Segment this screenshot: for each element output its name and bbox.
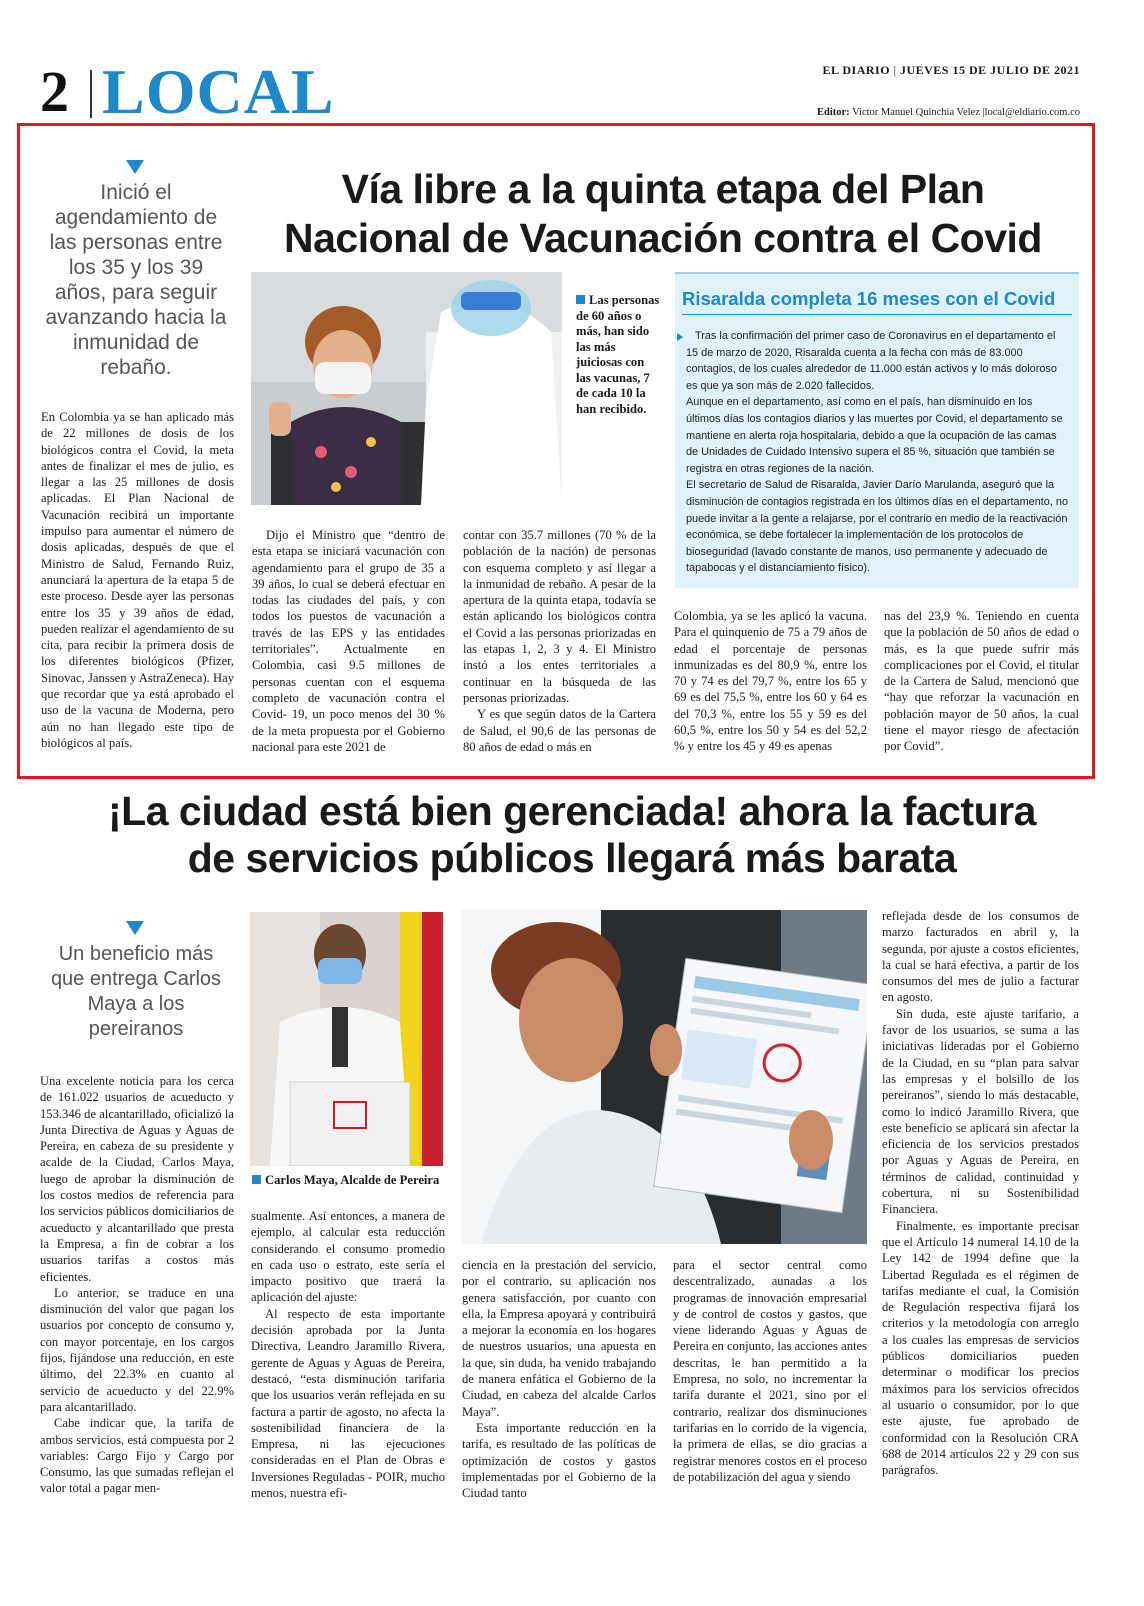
editor-separator: | [982, 107, 985, 118]
article2-col5-p2: Sin duda, este ajuste tarifario, a favor de los usuarios, se suma a las iniciativas lideradas por el Gobierno de la Ciudad, en su “plan para salvar las empresas y el bolsillo de los pereiranos”, siendo lo más destacable, como lo indicó Jaramillo Rivera, que este beneficio se aplicará sin afectar la eficiencia de los servicios prestados por Aguas y Aguas de Pereira, en términos de calidad, continuidad y cobertura, ni su Sostenibilidad Financiera. [882, 1006, 1079, 1217]
paper-name: EL DIARIO [822, 63, 891, 77]
article2-col3-p1: ciencia en la prestación del servicio, por el contrario, su aplicación nos genera satisfacción, por cuanto con ella, la Empresa apoyará y contribuirá a mejorar la economía en los hogares de nuestros usuarios, una apuesta en la que, sin duda, ha venido trabajando de manera enfática el Gobierno de la Ciudad, en cabeza del alcalde Carlos Maya”. [462, 1258, 656, 1419]
article1-col4-text: Colombia, ya se les aplicó la vacuna. Para el quinquenio de 75 a 79 años de edad el porcentaje de personas inmunizadas es del 80,9 %, entre los 70 y 74 es del 79,7 %, entre los 65 y 69 es del 75,5 %, entre los 60 y 64 es del 70,3 %, entre los 55 y 59 es del 60,5 %, entre los 50 y 54 es del 52,2 % y entre los 45 y 49 es apenas [674, 609, 867, 754]
bullet-icon [677, 333, 683, 341]
article1-col2 [252, 527, 445, 755]
article1-headline [238, 165, 1088, 263]
invoice-photo-image [461, 910, 867, 1244]
section-title: LOCAL [102, 56, 335, 127]
article1-col2-text: Dijo el Ministro que “dentro de esta etapa se iniciará vacunación con agendamiento para el grupo de 35 a 39 años, lo cual se deberá efectuar en todas las ciudades del país, y con todos los puestos de vacunación a través de las EPS y las entidades territoriales”. Actualmente en Colombia, casi 9.5 millones de personas cuentan con el esquema completo de vacunación contra el Covid- 19, un poco menos del 30 % de la meta propuesta por el Gobierno nacional para este 2021 de [252, 528, 445, 754]
article2-col2-p1: sualmente. Así entonces, a manera de ejemplo, al calcular esta reducción considerando el consumo promedio en cada uso o estrato, este sería el impacto positivo que traerá la aplicación del ajuste: [251, 1209, 445, 1305]
editor-label: Editor: [817, 107, 850, 118]
article1-col4 [674, 608, 867, 755]
risaralda-box-p1 [686, 328, 1068, 394]
article2-col2-p2: Al respecto de esta importante decisión aprobada por la Junta Directiva, Leandro Jaramillo Rivera, gerente de Aguas y Aguas de Pereira, destacó, “esta disminución tarifaria que los usuarios verán reflejada en su factura a partir de agosto, no afecta la sostenibilidad financiera de la Empresa, ni las ejecuciones consideradas en el Plan de Obras e Inversiones Reguladas - POIR, mucho menos, nuestra efi- [251, 1306, 445, 1501]
caption-square-icon [576, 295, 585, 304]
risaralda-box-p3: El secretario de Salud de Risaralda, Javier Darío Marulanda, aseguró que la disminución de contagios registrada en los últimos días en el departamento, no puede invitar a la gente a relajarse, por el contrario en medio de la reactivación económica, se debe fortalecer la implementación de los protocolos de bioseguridad (lavado constante de manos, uso permanente y adecuado de tapabocas y el distanciamiento físico). [686, 479, 1069, 575]
dateline-separator: | [893, 63, 900, 77]
article2-kicker: Un beneficio más que entrega Carlos Maya a los pereiranos [50, 943, 222, 1040]
article2-col3 [462, 1257, 656, 1501]
article2-col1-p1: Una excelente noticia para los cerca de 161.022 usuarios de acueducto y 153.346 de alcantarillado, oficializó la Junta Directiva de Aguas y Aguas de Pereira, en cabeza de su presidente y acalde de la Ciudad, Carlos Maya, luego de aprobar la disminución de los costos medios de referencia para los servicios públicos domiciliarios de acueducto y alcantarillado que presta la Empresa, a fin de cobrar a los usuarios tarifas a costos más eficientes. [40, 1074, 234, 1284]
article1-kicker: Inició el agendamiento de las personas entre los 35 y los 39 años, para seguir avanzando hacia la inmunidad de rebaño. [45, 181, 227, 379]
article1-col1-text: En Colombia ya se han aplicado más de 22 millones de dosis de los biológicos contra el Covid, la meta antes de finalizar el mes de julio, es llegar a las 25 millones de dosis aplicadas. El Plan Nacional de Vacunación recibirá un importante impulso para aumentar el número de dosis aplicadas, después de que el Ministro de Salud, Fernando Ruiz, anunciará la apertura de la etapa 5 de este proceso. Desde ayer las personas entre los 35 y 39 años de edad, pueden realizar el agendamiento de su cita, para recibir la primera dosis de los diferentes biológicos (Pfizer, Sinovac, Janssen y AstraZeneca). Hay que recordar que ya está aprobado el uso de la vacuna de Moderna, pero aún no han llegado este tipo de biológicos al país. [41, 410, 234, 750]
risaralda-box-body [686, 328, 1068, 577]
dateline [720, 63, 1080, 78]
risaralda-box-title-rule [682, 314, 1072, 315]
article2-col5-p3: Finalmente, es importante precisar que el Artículo 14 numeral 14.10 de la Ley 142 de 1994 define que la Libertad Regulada es el régimen de tarifas mediante el cual, la Comisión de Regulación respectiva fijará los criterios y la metodología con arreglo a los cuales las empresas de servicios públicos domiciliarios pueden determinar o modificar los precios máximos para los servicios ofrecidos al usuario o consumidor, por lo que este ajuste, fue aprobado de conformidad con la Resolución CRA 688 de 2014 artículos 22 y 29 con sus parágrafos. [882, 1218, 1079, 1478]
risaralda-box-p1-text: Tras la confirmación del primer caso de Coronavirus en el departamento el 15 de marzo de 2020, Risaralda cuenta a la fecha con más de 83.000 contagios, de los cuales alrededor de 11.000 están activos y lo más doloroso es que ya son más de 2.020 fallecidos. [686, 330, 1057, 392]
masthead-divider [90, 70, 92, 118]
article2-col2 [251, 1208, 445, 1501]
article2-col1 [40, 1073, 234, 1497]
risaralda-box-p2: Aunque en el departamento, así como en el país, han disminuido en los últimos días los contagios diarios y las muertes por Covid, el departamento se mantiene en alerta roja hospitalaria, debido a que la ocupación de las camas de Unidades de Cuidado Intensivo supera el 85 %, situación que también se registra en otras regiones de la nación. [686, 396, 1063, 475]
mayor-photo-image [250, 912, 443, 1166]
page-number: 2 [40, 59, 69, 124]
risaralda-box [675, 272, 1079, 588]
editor-name: Victor Manuel Quinchia Velez [852, 107, 980, 118]
article2-col3-p2: Esta importante reducción en la tarifa, es resultado de las políticas de optimización de costos y gastos implementadas por el Gobierno de la Ciudad tanto [462, 1420, 656, 1501]
article1-photo-caption [576, 293, 662, 417]
issue-date: JUEVES 15 DE JULIO DE 2021 [899, 63, 1080, 77]
article1-col3 [463, 527, 656, 755]
article1-headline-line1: Vía libre a la quinta etapa del Plan [341, 166, 985, 212]
article1-col3-p1: contar con 35.7 millones (70 % de la población de la nación) de personas con esquema completo y así llegar a la inmunidad de rebaño. A pesar de la apertura de la quinta etapa, todavía se están aplicando los biológicos contra el Covid a las personas priorizadas en las etapas 1, 2, 3 y 4. El Ministro instó a los entes territoriales a continuar en la búsqueda de las personas priorizadas. [463, 528, 656, 705]
kicker-arrow-icon [126, 160, 144, 174]
mayor-photo [250, 912, 443, 1166]
article1-col5 [884, 608, 1079, 755]
article2-headline-line1: ¡La ciudad está bien gerenciada! ahora la factura [108, 788, 1036, 834]
article2-headline-line2: de servicios públicos llegará más barata [187, 835, 957, 881]
article2-col5-p1: reflejada desde de los consumos de marzo facturados en abril y, la segunda, por ajuste a costos eficientes, la cual se hará efectiva, a partir de los consumos del mes de julio a facturar en agosto. [882, 909, 1079, 1005]
article2-photo-caption-text: Carlos Maya, Alcalde de Pereira [265, 1173, 440, 1187]
article1-photo-caption-text: Las personas de 60 años o más, han sido las más juiciosas con las vacunas, 7 de cada 10 la han recibido. [576, 293, 660, 416]
article1-col1 [41, 409, 234, 751]
article2-headline [30, 788, 1114, 882]
article2-col1-p2: Lo anterior, se traduce en una disminución del valor que pagan los usuarios por concepto de consumo y, con mayor porcentaje, en los cargos fijos, fijándose una reducción, en este último, del 22.3% en cuanto al servicio de acueducto y del 22.9% para alcantarillado. [40, 1285, 234, 1414]
article1-col3-p2: Y es que según datos de la Cartera de Salud, el 90,6 de las personas de 80 años de edad o más en [463, 707, 656, 754]
risaralda-box-title: Risaralda completa 16 meses con el Covid [682, 288, 1056, 309]
invoice-photo [461, 910, 867, 1244]
article1-col5-text: nas del 23,9 %. Teniendo en cuenta que la población de 50 años de edad o más, es la que puede sufrir más complicaciones por el Covid, el titular de la Cartera de Salud, mencionó que “hay que reforzar la vacunación en población mayor de 50 años, la cual tiene el mayor riesgo de afectación por Covid”. [884, 609, 1079, 754]
article1-headline-line2: Nacional de Vacunación contra el Covid [284, 215, 1042, 261]
article2-col5 [882, 908, 1079, 1478]
editor-line [660, 107, 1080, 118]
vaccination-photo-image [251, 272, 562, 505]
article2-col1-p3: Cabe indicar que, la tarifa de ambos servicios, está compuesta por 2 variables: Cargo Fijo y Cargo por Consumo, las que sumadas reflejan el valor total a pagar men- [40, 1416, 234, 1496]
article2-col4-text: para el sector central como descentralizado, aunadas a los programas de innovación empresarial y de control de costos y gastos, que viene liderando Aguas y Aguas de Pereira en conjunto, las acciones antes descritas, le han permitido a la Empresa, no solo, no incrementar la tarifa durante el 2021, sino por el contrario, realizar dos disminuciones tarifarias en lo corrido de la vigencia, la primera de ellas, se dio gracias a registrar menores costos en el proceso de potabilización del agua y siendo [673, 1258, 867, 1484]
vaccination-photo [251, 272, 562, 505]
article2-photo-caption [252, 1172, 452, 1188]
article2-col4 [673, 1257, 867, 1485]
caption-square-icon [252, 1175, 261, 1184]
editor-email[interactable]: local@eldiario.com.co [984, 107, 1080, 118]
kicker-arrow-icon [126, 921, 144, 935]
